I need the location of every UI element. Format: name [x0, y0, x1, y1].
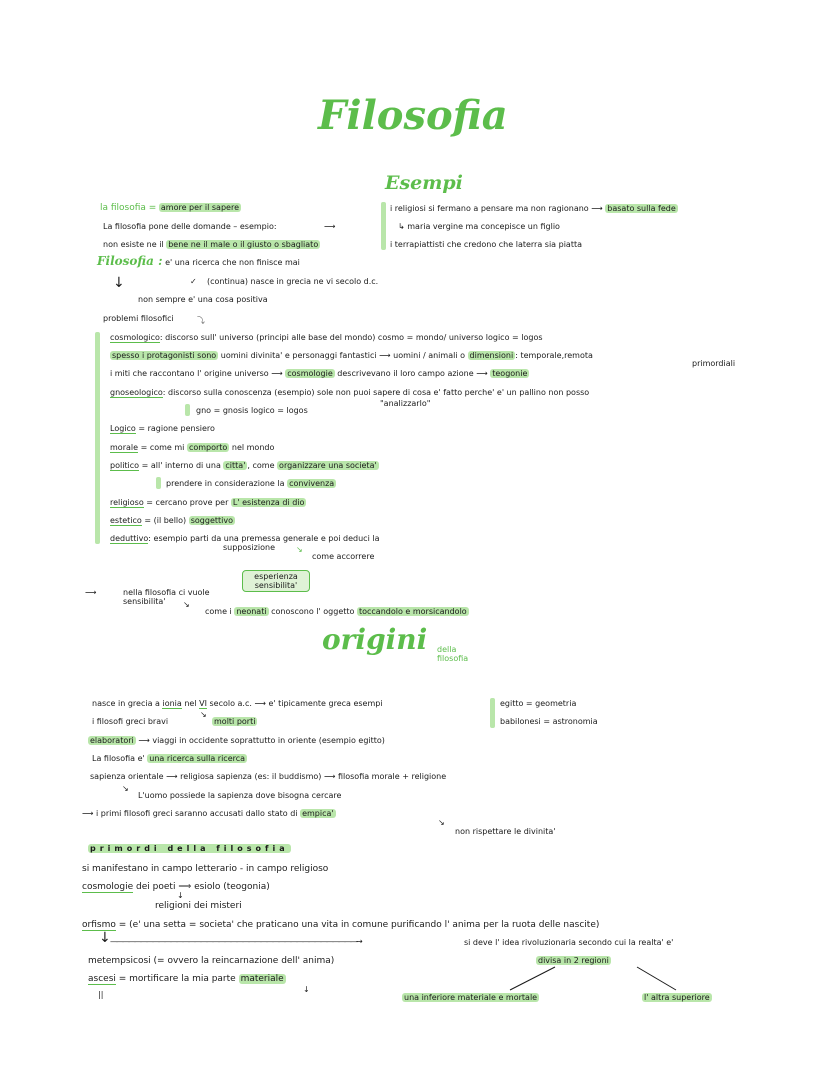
origini-l6: L'uomo possiede la sapienza dove bisogna cercare [138, 791, 342, 800]
materiale-arrow-icon: ↓ [303, 985, 310, 994]
convivenza-hl: convivenza [289, 479, 335, 488]
origini-l1-pre: nasce in grecia a [92, 699, 163, 708]
origini-l7: ⟶ i primi filosofi greci saranno accusati dallo stato di empica' [82, 809, 334, 818]
politico-text: = all' interno di una [139, 461, 224, 470]
come-accorrere-text: come accorrere [312, 552, 375, 561]
origini-l1-post: secolo a.c. [206, 699, 252, 708]
miti-teogonie: teogonie [492, 369, 528, 378]
curve-arrow-icon: ⤵ [197, 316, 205, 325]
origini-l1-arrow: e' tipicamente greca esempi [268, 699, 383, 708]
orfismo-down-icon: ↓ [99, 930, 111, 946]
def-label: Filosofia : [97, 254, 163, 268]
arrow-icon: ⟶ [324, 222, 336, 231]
come-hl2: toccandolo e morsicandolo [358, 607, 467, 616]
origini-heading: origini [322, 623, 428, 656]
esiolo-text: esiolo (teogonia) [194, 882, 270, 892]
origini-l1-mid: nel [181, 699, 200, 708]
intro-line2: La filosofia pone delle domande – esempio: [103, 222, 277, 231]
empica-arrow-icon: ↘ [438, 818, 445, 827]
intro-line3-pre: non esiste ne il [103, 240, 164, 249]
page-title: Filosofia [318, 92, 508, 139]
esempi-item-1: i religiosi si fermano a pensare ma non ragionano ⟶ basato sulla fede [390, 204, 676, 213]
politico-label: politico [110, 461, 140, 470]
protagonisti-tail: : temporale,remota [515, 351, 593, 360]
morale-tail: nel mondo [229, 443, 275, 452]
miti-mid: descrivevano il loro campo azione [334, 369, 474, 378]
origini-ex1: egitto = geometria [500, 699, 577, 708]
superiore-hl: l' altra superiore [644, 993, 710, 1002]
primordi-l3: religioni dei misteri [155, 901, 242, 911]
origini-l7-pre: i primi filosofi greci saranno accusati dallo stato di [96, 809, 301, 818]
esempi-heading: Esempi [385, 172, 463, 194]
down-arrow-icon: ↓ [113, 275, 125, 291]
morale-hl: comporto [188, 443, 228, 452]
primordiali-text: primordiali [692, 359, 736, 368]
orfismo-long-arrow-icon: —————————————————————————————————————————→ [110, 937, 361, 946]
primordi-l9: || [98, 990, 104, 999]
origini-l5-pre: sapienza orientale [90, 772, 164, 781]
def-text: e' una ricerca che non finisce mai [165, 258, 300, 267]
empica-hl: empica' [302, 809, 334, 818]
materiale-hl: materiale [240, 974, 284, 984]
origini-l2: i filosofi greci bravi [92, 717, 169, 726]
intro-label: la filosofia = [100, 203, 157, 213]
origini-l4-hl: una ricerca sulla ricerca [149, 754, 246, 763]
misteri-arrow-icon: ↓ [177, 891, 184, 900]
sensibilita-text: sensibilita' [123, 597, 166, 606]
inferiore-hl: una inferiore materiale e mortale [404, 993, 538, 1002]
origini-l3: elaboratori ⟶ viaggi in occidente soprattutto in oriente (esempio egitto) [90, 736, 385, 745]
come-pre: come i [205, 607, 235, 616]
esempi-item-3: i terrapiattisti che credono che laterra sia piatta [390, 240, 582, 249]
poeti-text: dei poeti [133, 882, 176, 892]
problema-protagonisti: spesso i protagonisti sono uomini divinita' e personaggi fantastici ⟶ uomini / animali o dimensioni : temporale,remota [112, 351, 593, 360]
politico-hl: citta' [225, 461, 246, 470]
origini-l3-text: viaggi in occidente soprattutto in oriente (esempio egitto) [152, 736, 385, 745]
porti-arrow-icon: ↘ [200, 710, 207, 719]
come-mid: conoscono l' oggetto [268, 607, 357, 616]
problemi-label: problemi filosofici [103, 314, 174, 323]
primordi-l1: si manifestano in campo letterario - in campo religioso [82, 864, 329, 874]
protagonisti-arrow: uomini / animali o [393, 351, 465, 360]
esempi-item-2: ↳ maria vergine ma concepisce un figlio [398, 222, 560, 231]
come-hl: neonati [236, 607, 267, 616]
primordi-l5: si deve l' idea rivoluzionaria secondo cui la realta' e' [464, 938, 674, 947]
non-sempre-line: non sempre e' una cosa positiva [138, 295, 268, 304]
come-arrow-icon: ↘ [183, 600, 190, 609]
morale-text: = come mi [138, 443, 187, 452]
porti-hl: molti porti [214, 717, 256, 726]
primordi-l8a [402, 993, 539, 1003]
origini-century: VI [199, 699, 207, 708]
check-arrow-icon: ✓ [190, 277, 197, 286]
supposizione-arrow-icon: ↘ [296, 545, 303, 554]
logico-label: Logico [110, 424, 136, 433]
elaboratori-hl: elaboratori [90, 736, 134, 745]
protagonisti-hl: spesso i protagonisti sono [112, 351, 217, 360]
logico-text: = ragione pensiero [135, 424, 215, 433]
deduttivo-text: : esempio parti da una premessa generale e poi deduci la [148, 534, 380, 543]
problema-cosmologico-text: : discorso sull' universo (principi alle base del mondo) cosmo = mondo/ universo logico = logos [159, 333, 543, 342]
origini-l5-end: filosofia morale + religione [337, 772, 447, 781]
orfismo-label: orfismo [82, 920, 116, 930]
problema-cosmologico-label: cosmologico [110, 333, 160, 342]
esempi-item-2-text: maria vergine ma concepisce un figlio [407, 222, 560, 231]
uomo-arrow-icon: ↘ [122, 784, 129, 793]
politico-mid: , come [247, 461, 278, 470]
esperienza-box: esperienza sensibilita' [242, 570, 310, 592]
gnoseologico-label: gnoseologico [110, 388, 163, 397]
religioso-text: = cercano prove per [143, 498, 231, 507]
religioso-hl: L' esistenza di dio [232, 498, 305, 507]
protagonisti-text: uomini divinita' e personaggi fantastici [218, 351, 377, 360]
esempi-item-1-post: basato sulla fede [607, 204, 676, 213]
primordi-title: primordi della filosofia [90, 844, 289, 853]
intro-value: amore per il sapere [160, 203, 239, 212]
miti-cosmologie: cosmologie [287, 369, 333, 378]
origini-l4-pre: La filosofia e' [92, 754, 148, 763]
orfismo-text: = (e' una setta = societa' che praticano una vita in comune purificando l' anima per la ruota delle nascite) [115, 920, 600, 930]
ascesi-label: ascesi [88, 974, 116, 984]
supposizione-text: supposizione [223, 543, 275, 552]
protagonisti-hl2: dimensioni [469, 351, 514, 360]
divisa-hl: divisa in 2 regioni [538, 956, 609, 965]
primordi-l8b [642, 993, 712, 1003]
estetico-text: = (il bello) [141, 516, 189, 525]
gno-line: gno = gnosis logico = logos [196, 406, 308, 415]
origini-l1: nasce in grecia a ionia nel VI secolo a.c. ⟶ e' tipicamente greca esempi [92, 699, 383, 708]
convivenza-text: prendere in considerazione la [166, 479, 288, 488]
miti-text: i miti che raccontano l' origine universo [110, 369, 269, 378]
cosmologie-label: cosmologie [82, 882, 134, 892]
analizzarlo-text: "analizzarlo" [380, 399, 431, 408]
deduttivo-label: deduttivo [110, 534, 149, 543]
origini-l8: non rispettare le divinita' [455, 827, 556, 836]
estetico-label: estetico [110, 516, 142, 525]
problema-miti: i miti che raccontano l' origine universo ⟶ cosmologie descrivevano il loro campo azione ⟶ teogonie [110, 369, 528, 378]
gnoseologico-text: : discorso sulla conoscenza (esempio) sole non puoi sapere di cosa e' fatto perche' e' un pallino non posso [162, 388, 590, 397]
intro-line3-hl: bene ne il male o il giusto o sbagliato [168, 240, 319, 249]
origini-sub: della filosofia [437, 645, 469, 663]
origini-l5-mid: religiosa sapienza (es: il buddismo) [180, 772, 322, 781]
esempi-item-1-pre: i religiosi si fermano a pensare ma non ragionano [390, 204, 589, 213]
primordi-l6: metempsicosi (= ovvero la reincarnazione dell' anima) [88, 956, 335, 966]
politico-hl2: organizzare una societa' [279, 461, 377, 470]
origini-l5: sapienza orientale ⟶ religiosa sapienza (es: il buddismo) ⟶ filosofia morale + religione [90, 772, 447, 781]
ascesi-text: = mortificare la mia parte [115, 974, 239, 984]
nella-text: nella filosofia ci vuole [123, 588, 210, 597]
continua-line: (continua) nasce in grecia ne vi secolo d.c. [207, 277, 379, 286]
origini-ionia: ionia [162, 699, 182, 708]
primordi-l2: cosmologie dei poeti ⟹ esiolo (teogonia) [82, 882, 270, 892]
origini-ex2: babilonesi = astronomia [500, 717, 598, 726]
morale-label: morale [110, 443, 139, 452]
religioso-label: religioso [110, 498, 144, 507]
estetico-hl: soggettivo [190, 516, 233, 525]
nella-arrow-icon: ⟶ [85, 588, 97, 597]
